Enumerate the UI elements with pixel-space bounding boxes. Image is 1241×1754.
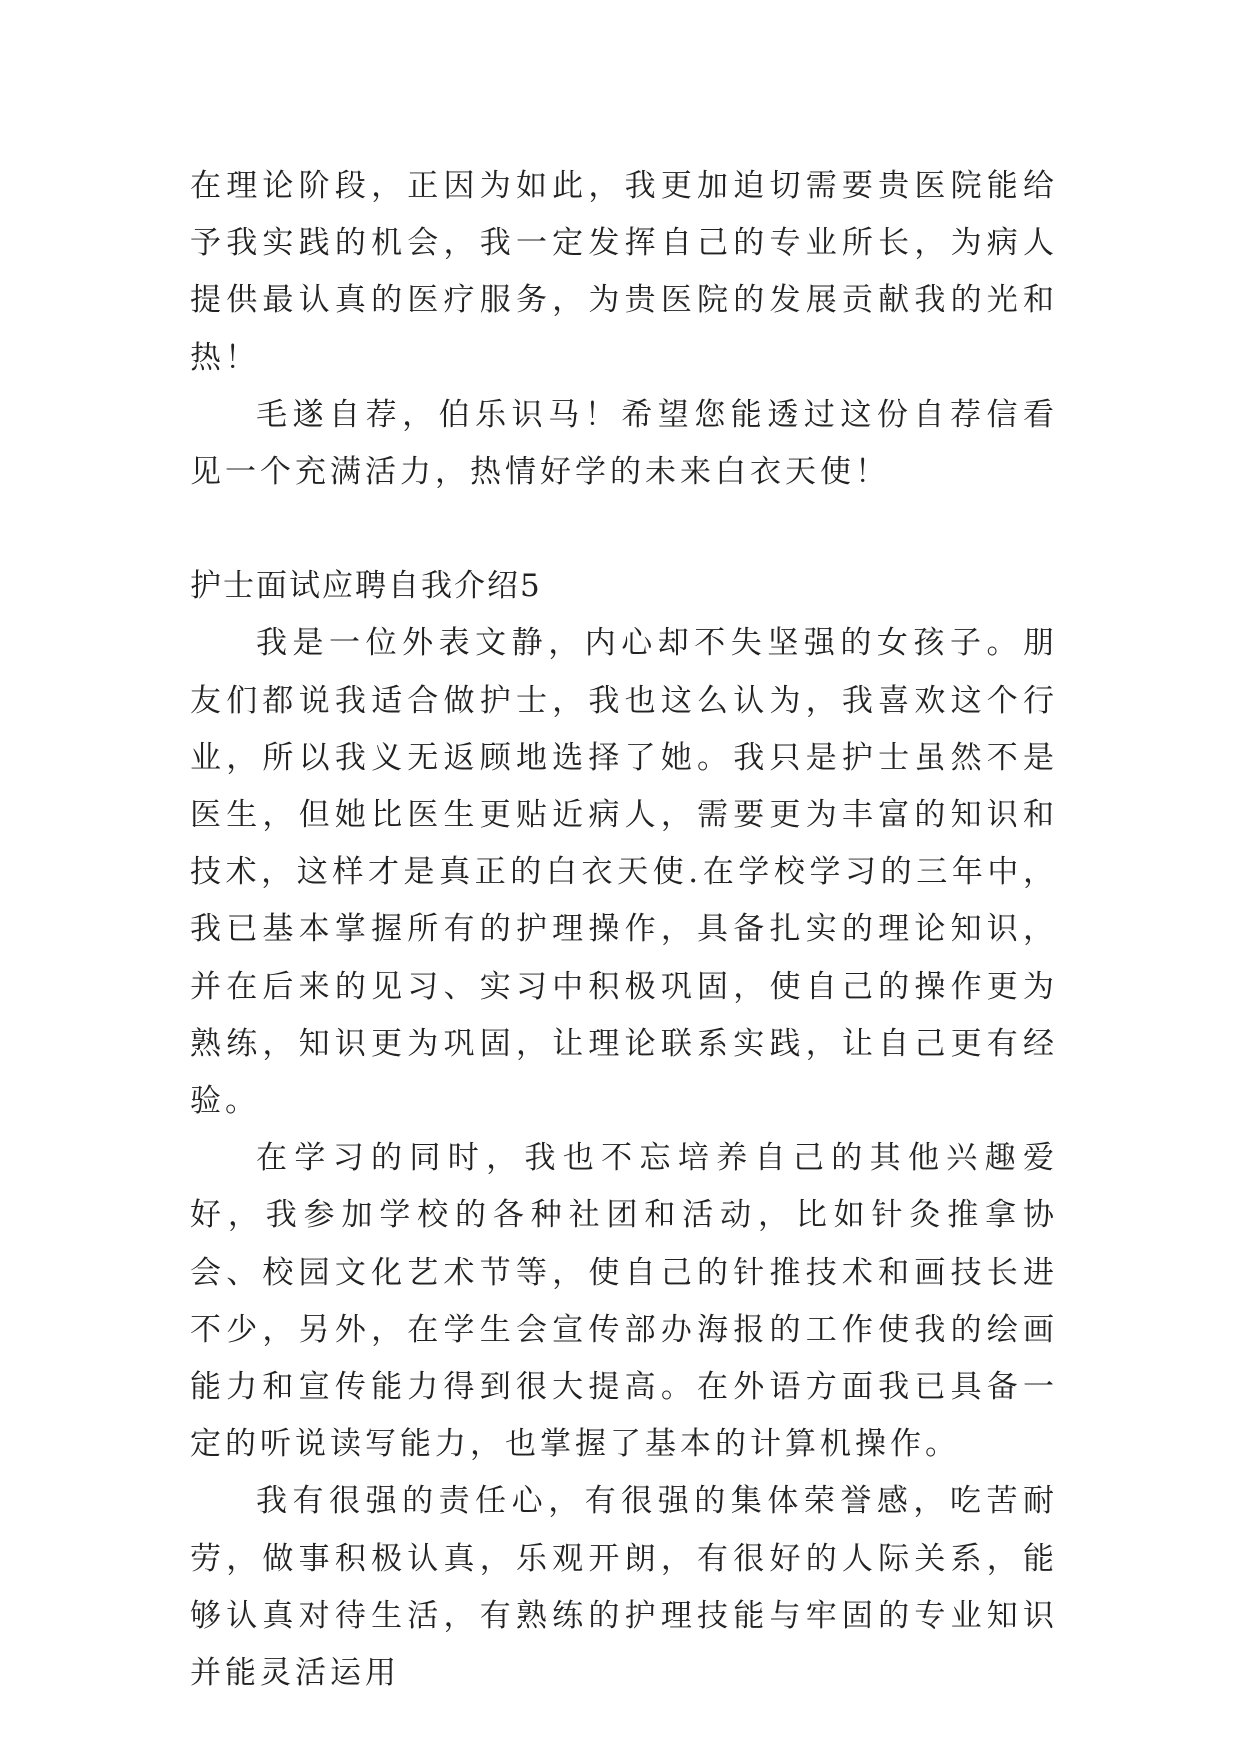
- body-paragraph-3: 我有很强的责任心，有很强的集体荣誉感，吃苦耐劳，做事积极认真，乐观开朗，有很好的人际关系，能够认真对待生活，有熟练的护理技能与牢固的专业知识并能灵活运用: [190, 1483, 1058, 1692]
- body-paragraph-2: 在学习的同时，我也不忘培养自己的其他兴趣爱好，我参加学校的各种社团和活动，比如针灸推拿协会、校园文化艺术节等，使自己的针推技术和画技长进不少，另外，在学生会宣传部办海报的工作使我的绘画能力和宣传能力得到很大提高。在外语方面我已具备一定的听说读写能力，也掌握了基本的计算机操作。: [190, 1140, 1058, 1463]
- continuation-paragraph: 在理论阶段，正因为如此，我更加迫切需要贵医院能给予我实践的机会，我一定发挥自己的专业所长，为病人提供最认真的医疗服务，为贵医院的发展贡献我的光和热！: [190, 168, 1058, 376]
- section-heading: 护士面试应聘自我介绍5: [190, 568, 542, 605]
- document-body: [190, 158, 1058, 1702]
- section-spacer: [190, 501, 1058, 558]
- closing-paragraph: 毛遂自荐，伯乐识马！希望您能透过这份自荐信看见一个充满活力，热情好学的未来白衣天使！: [190, 396, 1058, 491]
- body-paragraph-1: 我是一位外表文静，内心却不失坚强的女孩子。朋友们都说我适合做护士，我也这么认为，我喜欢这个行业，所以我义无返顾地选择了她。我只是护士虽然不是医生，但她比医生更贴近病人，需要更为丰富的知识和技术，这样才是真正的白衣天使.在学校学习的三年中，我已基本掌握所有的护理操作，具备扎实的理论知识，并在后来的见习、实习中积极巩固，使自己的操作更为熟练，知识更为巩固，让理论联系实践，让自己更有经验。: [190, 625, 1058, 1120]
